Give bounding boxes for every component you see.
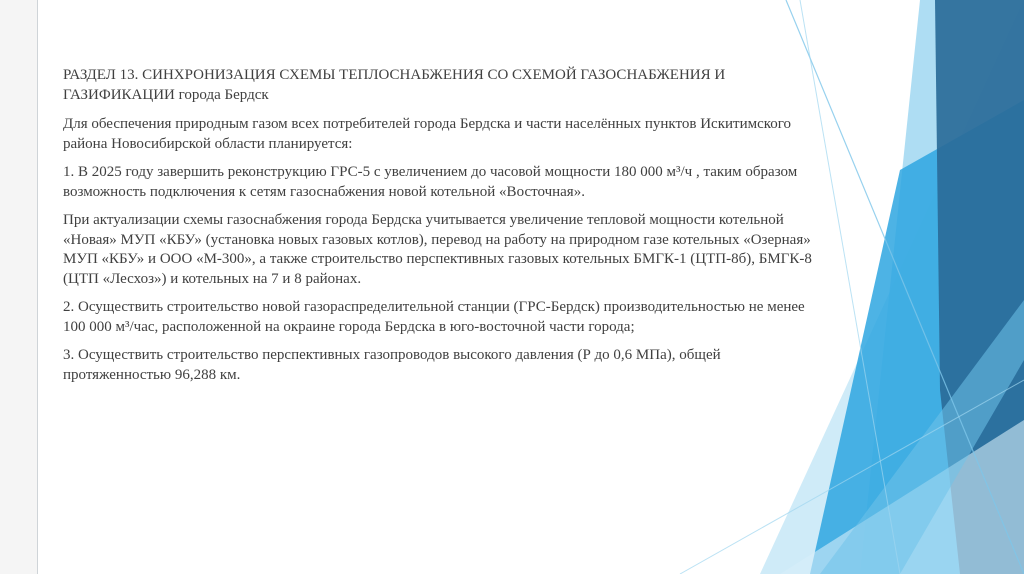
paragraph-actualization: При актуализации схемы газоснабжения города Бердска учитывается увеличение тепловой мощности котельной «Новая» МУП «КБУ» (установка новых газовых котлов), перевод на работу на природном газе котельных «Озерная» МУП «КБУ» и ООО «М-300», а также строительство перспективных газовых котельных БМГК-1 (ЦТП-8б), БМГК-8 (ЦТП «Лесхоз») и котельных на 7 и 8 районах. xyxy=(63,212,812,287)
paragraph-item-3: 3. Осуществить строительство перспективных газопроводов высокого давления (Р до 0,6 МПа), общей протяженностью 96,288 км. xyxy=(63,347,721,383)
paragraph-intro: Для обеспечения природным газом всех потребителей города Бердска и части населённых пунктов Искитимского района Новосибирской области планируется: xyxy=(63,116,792,152)
slide-title: РАЗДЕЛ 13. СИНХРОНИЗАЦИЯ СХЕМЫ ТЕПЛОСНАБЖЕНИЯ СО СХЕМОЙ ГАЗОСНАБЖЕНИЯ И ГАЗИФИКАЦИИ города Бердск xyxy=(63,67,726,103)
paragraph-item-1: 1. В 2025 году завершить реконструкцию ГРС-5 с увеличением до часовой мощности 180 000 м³/ч , таким образом возможность подключения к сетям газоснабжения новой котельной «Восточная». xyxy=(63,164,798,200)
paragraph-item-2: 2. Осуществить строительство новой газораспределительной станции (ГРС-Бердск) производительностью не менее 100 000 м³/час, расположенной на окраине города Бердска в юго-восточной части города; xyxy=(63,299,805,335)
slide-content xyxy=(63,66,823,394)
